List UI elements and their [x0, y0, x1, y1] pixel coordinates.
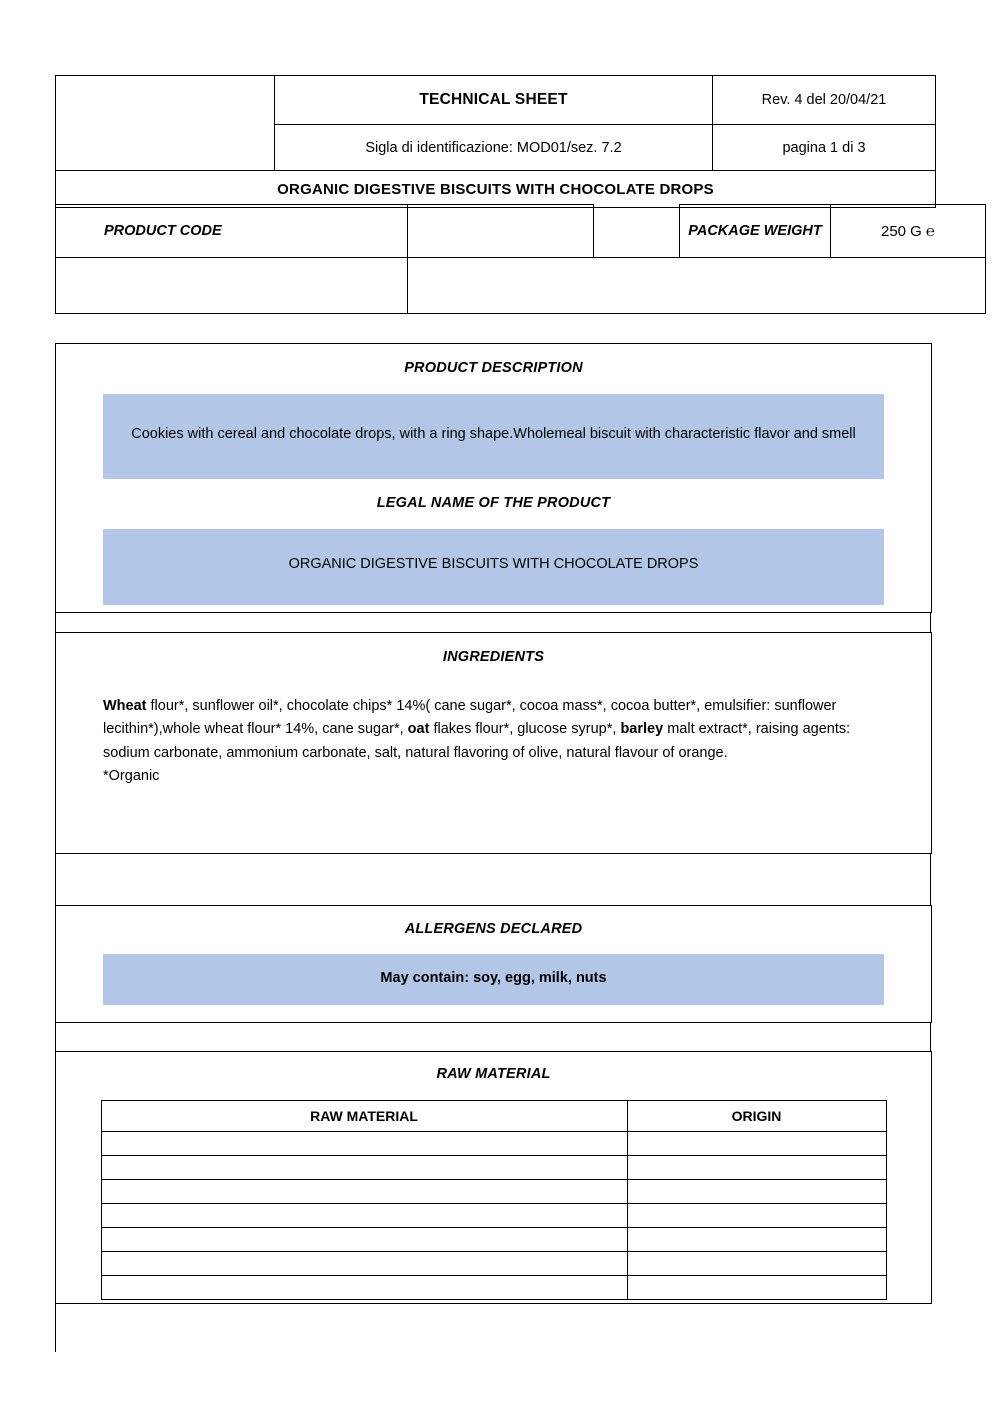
raw-material-cell[interactable] [101, 1252, 627, 1276]
allergens-text: May contain: soy, egg, milk, nuts [103, 954, 884, 1005]
product-code-lower-right-field[interactable] [408, 258, 986, 314]
product-code-lower-left-field[interactable] [56, 258, 408, 314]
left-rail-footer [55, 1304, 56, 1352]
package-weight-value: 250 G ℮ [831, 205, 986, 258]
right-rail-alg [930, 1023, 931, 1051]
technical-sheet-title: TECHNICAL SHEET [275, 76, 713, 125]
ingredients-heading: INGREDIENTS [442, 649, 545, 665]
product-description-text: Cookies with cereal and chocolate drops, with a ring shape.Wholemeal biscuit with characteristic flavor and smell [103, 394, 884, 479]
allergens-heading: ALLERGENS DECLARED [404, 921, 583, 937]
ingredient-allergen-term: barley [620, 721, 664, 738]
origin-cell[interactable] [627, 1276, 886, 1300]
legal-name-text: ORGANIC DIGESTIVE BISCUITS WITH CHOCOLATE DROPS [103, 529, 884, 605]
raw-material-cell[interactable] [101, 1156, 627, 1180]
table-row [101, 1204, 886, 1228]
raw-material-cell[interactable] [101, 1204, 627, 1228]
table-row [101, 1276, 886, 1300]
origin-cell[interactable] [627, 1252, 886, 1276]
raw-material-header-row [101, 1101, 886, 1132]
ingredient-allergen-term: oat [407, 721, 430, 738]
right-rail-ing [930, 854, 931, 905]
table-row [101, 1252, 886, 1276]
right-rail-desc [930, 613, 931, 632]
legal-name-heading: LEGAL NAME OF THE PRODUCT [376, 495, 611, 512]
product-name-banner: ORGANIC DIGESTIVE BISCUITS WITH CHOCOLATE DROPS [56, 171, 936, 208]
product-description-section [55, 343, 932, 613]
ingredient-allergen-term: Wheat [103, 698, 147, 714]
package-weight-label: PACKAGE WEIGHT [680, 205, 831, 258]
product-code-table [55, 204, 986, 314]
raw-material-cell[interactable] [101, 1276, 627, 1300]
origin-cell[interactable] [627, 1132, 886, 1156]
revision-info: Rev. 4 del 20/04/21 [713, 76, 936, 125]
origin-cell[interactable] [627, 1204, 886, 1228]
left-rail-alg [55, 1023, 56, 1051]
code-row-spacer [594, 205, 680, 258]
raw-material-table [101, 1100, 887, 1300]
table-row [101, 1156, 886, 1180]
page-indicator: pagina 1 di 3 [713, 125, 936, 171]
table-row [101, 1180, 886, 1204]
left-rail-ing [55, 854, 56, 905]
left-rail-desc [55, 613, 56, 632]
ingredients-footnote: *Organic [103, 768, 160, 785]
document-header-table [55, 75, 936, 208]
ingredient-text: flakes flour*, glucose syrup*, [429, 721, 621, 738]
raw-material-section [55, 1051, 932, 1304]
raw-material-cell[interactable] [101, 1228, 627, 1252]
identification-code: Sigla di identificazione: MOD01/sez. 7.2 [275, 125, 713, 171]
allergens-section [55, 905, 932, 1023]
logo-placeholder-cell [56, 76, 275, 171]
origin-cell[interactable] [627, 1156, 886, 1180]
ingredients-body [103, 695, 884, 789]
ingredient-text: malt extract*, raising agents: sodium carbonate, ammonium carbonate, salt, natural flavoring of olive, natural flavour of orange. [103, 721, 851, 761]
ingredients-list [103, 698, 850, 761]
ingredient-text: flour*, sunflower oil*, chocolate chips* 14%( cane sugar*, cocoa mass*, cocoa butter*, emulsifier: sunflower lecithin*),whole wheat flour* 14%, cane sugar*, [103, 698, 837, 738]
table-row [101, 1132, 886, 1156]
origin-cell[interactable] [627, 1180, 886, 1204]
origin-cell[interactable] [627, 1228, 886, 1252]
column-header-raw-material: RAW MATERIAL [101, 1101, 627, 1132]
column-header-origin: ORIGIN [627, 1101, 886, 1132]
product-code-value-field[interactable] [408, 205, 594, 258]
raw-material-cell[interactable] [101, 1132, 627, 1156]
table-row [101, 1228, 886, 1252]
raw-material-heading: RAW MATERIAL [436, 1066, 551, 1082]
product-description-heading: PRODUCT DESCRIPTION [404, 360, 583, 376]
raw-material-cell[interactable] [101, 1180, 627, 1204]
product-code-label: PRODUCT CODE [56, 205, 408, 258]
ingredients-section [55, 632, 932, 854]
